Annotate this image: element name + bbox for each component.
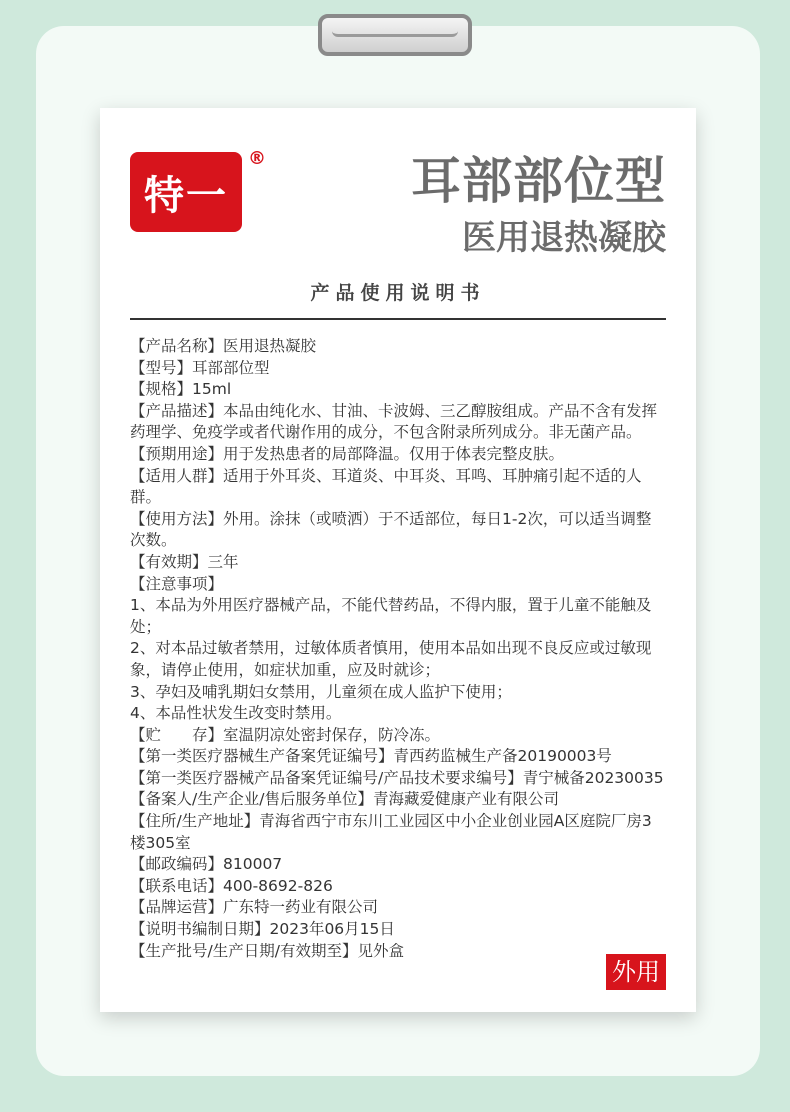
content-line: 【生产批号/生产日期/有效期至】见外盒: [130, 941, 404, 960]
heading-divider: [130, 318, 666, 320]
content-line: 【预期用途】用于发热患者的局部降温。仅用于体表完整皮肤。: [130, 444, 565, 463]
manual-heading: 产品使用说明书: [310, 282, 486, 304]
external-use-badge: 外用: [606, 954, 666, 990]
instruction-sheet: [100, 108, 696, 1012]
content-line: 3、孕妇及哺乳期妇女禁用，儿童须在成人监护下使用；: [130, 682, 512, 701]
content-line: 【产品描述】本品由纯化水、甘油、卡波姆、三乙醇胺组成。产品不含有发挥药理学、免疫学或者代谢作用的成分，不包含附录所列成分。非无菌产品。: [130, 401, 658, 442]
product-title: 耳部部位型: [411, 152, 666, 210]
content-line: 【适用人群】适用于外耳炎、耳道炎、中耳炎、耳鸣、耳肿痛引起不适的人群。: [130, 466, 642, 507]
content-line: 【邮政编码】810007: [130, 855, 283, 874]
content-line: 【贮 存】室温阴凉处密封保存，防冷冻。: [130, 725, 441, 744]
content-line: 2、对本品过敏者禁用，过敏体质者慎用，使用本品如出现不良反应或过敏现象，请停止使用，如症状加重，应及时就诊；: [130, 639, 652, 679]
brand-logo-text: 特一: [144, 172, 228, 219]
content-line: 【品牌运营】广东特一药业有限公司: [130, 898, 379, 917]
product-subtitle: 医用退热凝胶: [462, 218, 666, 258]
content-line: 4、本品性状发生改变时禁用。: [130, 704, 342, 723]
content-line: 【有效期】三年: [130, 552, 239, 571]
content-line: 【规格】15ml: [130, 380, 232, 399]
content-line: 【第一类医疗器械产品备案凭证编号/产品技术要求编号】青宁械备20230035: [130, 768, 664, 787]
content-line: 【使用方法】外用。涂抹（或喷洒）于不适部位，每日1-2次，可以适当调整次数。: [130, 509, 652, 550]
content-line: 【型号】耳部部位型: [130, 358, 270, 377]
brand-logo: [130, 152, 242, 232]
content-line: 【备案人/生产企业/售后服务单位】青海藏爱健康产业有限公司: [130, 790, 559, 809]
content-line: 【联系电话】400-8692-826: [130, 876, 333, 895]
instruction-content: [130, 336, 666, 962]
content-line: 【产品名称】医用退热凝胶: [130, 337, 317, 355]
content-line: 1、本品为外用医疗器械产品，不能代替药品，不得内服，置于儿童不能触及处；: [130, 596, 652, 636]
content-line: 【第一类医疗器械生产备案凭证编号】青西药监械生产备20190003号: [130, 747, 612, 766]
content-line: 【注意事项】: [130, 574, 224, 593]
clipboard-clip: [318, 14, 472, 56]
content-line: 【住所/生产地址】青海省西宁市东川工业园区中小企业创业园A区庭院厂房3楼305室: [130, 812, 652, 852]
registered-mark: ®: [248, 148, 266, 169]
content-line: 【说明书编制日期】2023年06月15日: [130, 920, 395, 939]
